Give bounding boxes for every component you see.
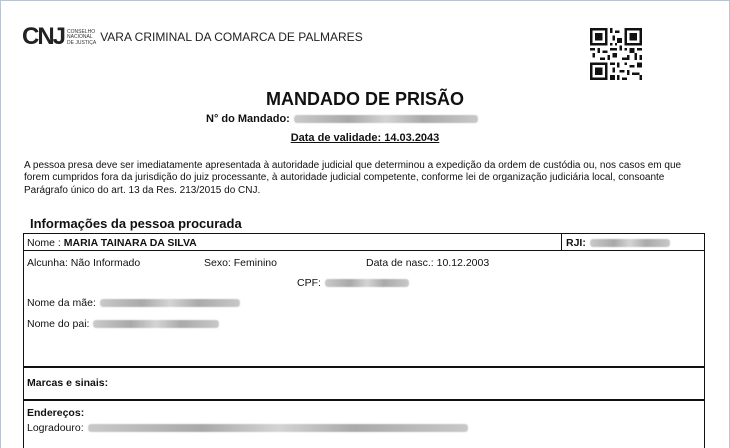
addresses-label: Endereços: <box>27 407 85 419</box>
street-label: Logradouro: <box>27 422 84 434</box>
marks-row <box>24 368 704 401</box>
validity-date-text: Data de validade: 14.03.2043 <box>290 132 440 144</box>
rji-field <box>561 234 670 251</box>
father-name-label: Nome do pai: <box>27 318 90 330</box>
name-field <box>27 237 197 249</box>
logo-sub-line: NACIONAL <box>67 34 93 41</box>
validity-date <box>0 132 730 144</box>
street-field <box>27 422 468 434</box>
father-name-field <box>27 318 219 330</box>
marks-label: Marcas e sinais: <box>27 377 109 389</box>
court-name: VARA CRIMINAL DA COMARCA DE PALMARES <box>100 30 363 44</box>
mother-name-field <box>27 297 240 309</box>
intro-paragraph: A pessoa presa deve ser imediatamente apresentada à autoridade judicial que determinou a expedição da ordem de custódia ou, nos casos em que forem cumpridos fora da jurisdição do juiz processante, à autoridade judicial competente, conforme lei de organização judiciária local, consoante Parágrafo único do art. 13 da Res. 213/2015 do CNJ. <box>24 160 682 196</box>
logo-sub-line: DE JUSTIÇA <box>67 39 97 46</box>
redacted-value <box>590 239 670 247</box>
cpf-field <box>297 277 409 289</box>
document-title: MANDADO DE PRISÃO <box>265 89 464 109</box>
name-value: MARIA TAINARA DA SILVA <box>63 237 197 249</box>
redacted-value <box>325 279 409 287</box>
section-title: Informações da pessoa procurada <box>30 216 242 231</box>
mandado-number-label: N° do Mandado: <box>206 113 290 125</box>
rji-label: RJI: <box>566 237 586 249</box>
name-row <box>24 234 704 251</box>
birth-date-field: Data de nasc.: 10.12.2003 <box>366 257 490 269</box>
alias-field: Alcunha: Não Informado <box>27 257 141 269</box>
cnj-logo: CNJ <box>22 23 65 50</box>
details-row <box>24 251 704 368</box>
cpf-label: CPF: <box>297 277 321 289</box>
person-info-table <box>23 233 705 448</box>
logo-sub-line: CONSELHO <box>67 28 96 35</box>
name-label: Nome : <box>27 237 64 249</box>
mother-name-label: Nome da mãe: <box>27 297 96 309</box>
redacted-value <box>93 320 219 328</box>
redacted-value <box>294 115 478 123</box>
redacted-value <box>100 299 240 307</box>
sex-field: Sexo: Feminino <box>204 257 277 269</box>
document-header <box>22 22 363 52</box>
redacted-value <box>88 424 468 432</box>
cnj-logo-subtitle <box>67 30 96 47</box>
addresses-row <box>24 401 704 448</box>
mandado-number <box>206 113 478 125</box>
qr-code-icon <box>590 28 642 80</box>
